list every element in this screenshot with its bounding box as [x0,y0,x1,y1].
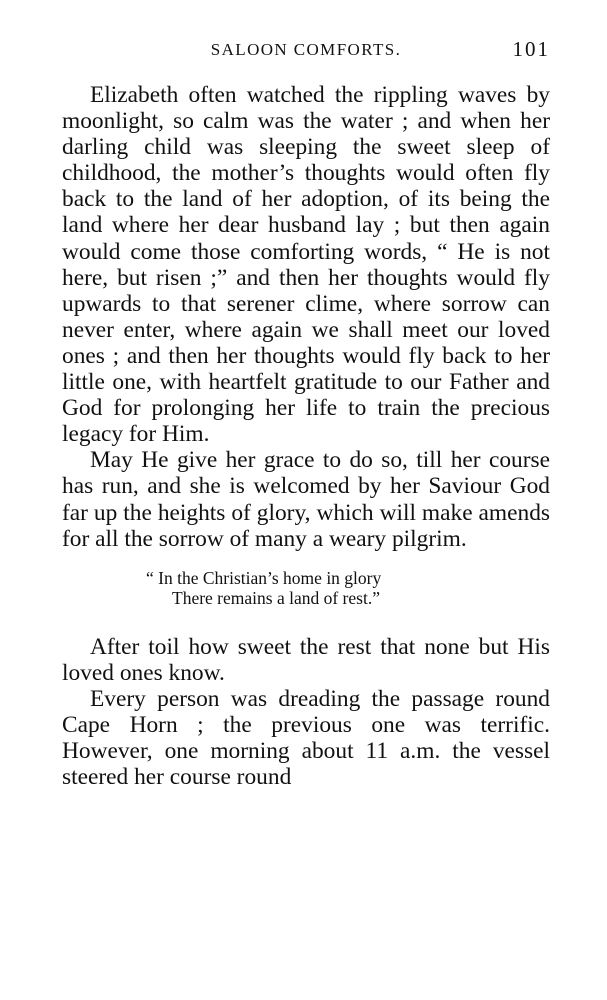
verse-quote [62,568,550,608]
body-text [62,82,550,790]
paragraph-3: After toil how sweet the rest that none but His loved ones know. [62,633,550,686]
verse-line-2: There remains a land of rest.” [172,587,380,608]
paragraph-4: Every person was dreading the passage round Cape Horn ; the previous one was terrific. However, one morning about 11 a.m. the vessel steered her course round [62,685,550,791]
running-title: SALOON COMFORTS. [210,40,402,59]
paragraph-1: Elizabeth often watched the rippling waves by moonlight, so calm was the water ; and when her darling child was sleeping the sweet sleep of childhood, the mother’s thoughts would often fly back to the land of her adoption, of its being the land where her dear husband lay ; but then again would come those comforting words, “ He is not here, but risen ;” and then her thoughts would fly upwards to that serener clime, where sorrow can never enter, where again we shall meet our loved ones ; and then her thoughts would fly back to her little one, with heartfelt gratitude to our Father and God for prolonging her life to train the precious legacy for Him. [62,82,550,448]
page-header [62,37,550,70]
paragraph-2: May He give her grace to do so, till her course has run, and she is welcomed by her Saviour God far up the heights of glory, which will make amends for all the sorrow of many a weary pilgrim. [62,447,550,552]
page-number: 101 [512,37,550,61]
verse-line-1: “ In the Christian’s home in glory [146,567,382,588]
